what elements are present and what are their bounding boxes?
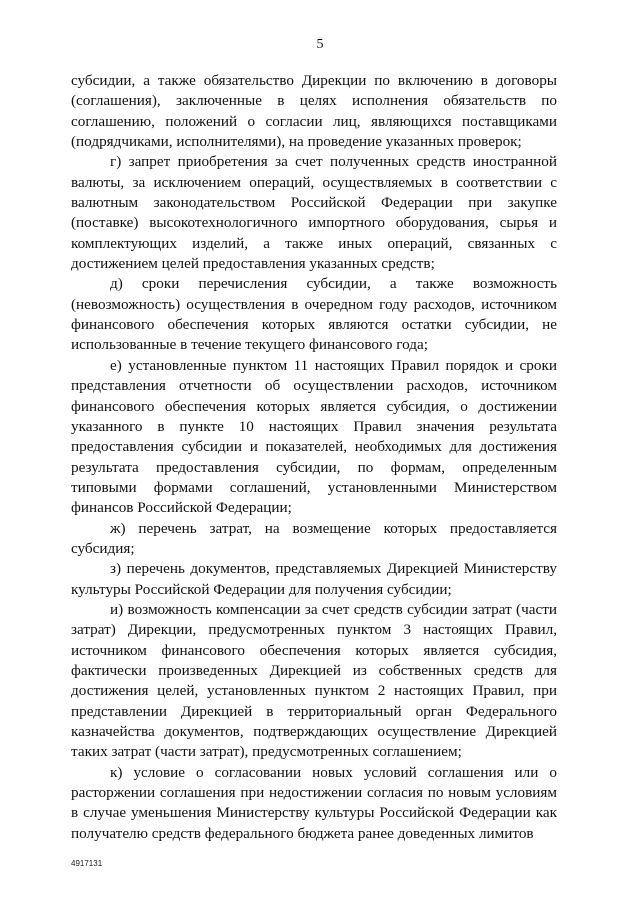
document-body	[71, 71, 557, 844]
paragraph-g: г) запрет приобретения за счет полученных средств иностранной валюты, за исключением операций, осуществляемых в соответствии с валютным законодательством Российской Федерации при закупке (поставке) высокотехнологичного импортного оборудования, сырья и комплектующих изделий, а также иных операций, связанных с достижением целей предоставления указанных средств;	[71, 153, 557, 273]
paragraph-i: и) возможность компенсации за счет средств субсидии затрат (части затрат) Дирекции, предусмотренных пунктом 3 настоящих Правил, источником финансового обеспечения которых является субсидия, фактически произведенных Дирекцией из собственных средств для достижения целей, установленных пунктом 2 настоящих Правил, при представлении Дирекцией в территориальный орган Федерального казначейства документов, подтверждающих осуществление Дирекцией таких затрат (части затрат), предусмотренных соглашением;	[71, 600, 557, 761]
paragraph-e: е) установленные пунктом 11 настоящих Правил порядок и сроки представления отчетности об осуществлении расходов, источником финансового обеспечения которых является субсидия, о достижении указанного в пункте 10 настоящих Правил значения результата предоставления субсидии и показателей, необходимых для достижения результата предоставления субсидии, по формам, определенным типовыми формами соглашений, установленными Министерством финансов Российской Федерации;	[71, 356, 557, 517]
document-code: 4917131	[71, 859, 103, 868]
page-number: 5	[316, 37, 324, 52]
paragraph-z: з) перечень документов, представляемых Дирекцией Министерству культуры Российской Федерации для получения субсидии;	[71, 560, 557, 598]
paragraph-zh: ж) перечень затрат, на возмещение которых предоставляется субсидия;	[71, 519, 557, 557]
paragraph-d: д) сроки перечисления субсидии, а также возможность (невозможность) осуществления в очередном году расходов, источником финансового обеспечения которых являются остатки субсидии, не использованные в течение текущего финансового года;	[71, 275, 557, 354]
paragraph-continuation: субсидии, а также обязательство Дирекции по включению в договоры (соглашения), заключенные в целях исполнения обязательств по соглашению, положений о согласии лиц, являющихся поставщиками (подрядчиками, исполнителями), на проведение указанных проверок;	[71, 72, 557, 151]
paragraph-k: к) условие о согласовании новых условий соглашения или о расторжении соглашения при недостижении согласия по новым условиям в случае уменьшения Министерству культуры Российской Федерации как получателю средств федерального бюджета ранее доведенных лимитов	[71, 763, 557, 842]
